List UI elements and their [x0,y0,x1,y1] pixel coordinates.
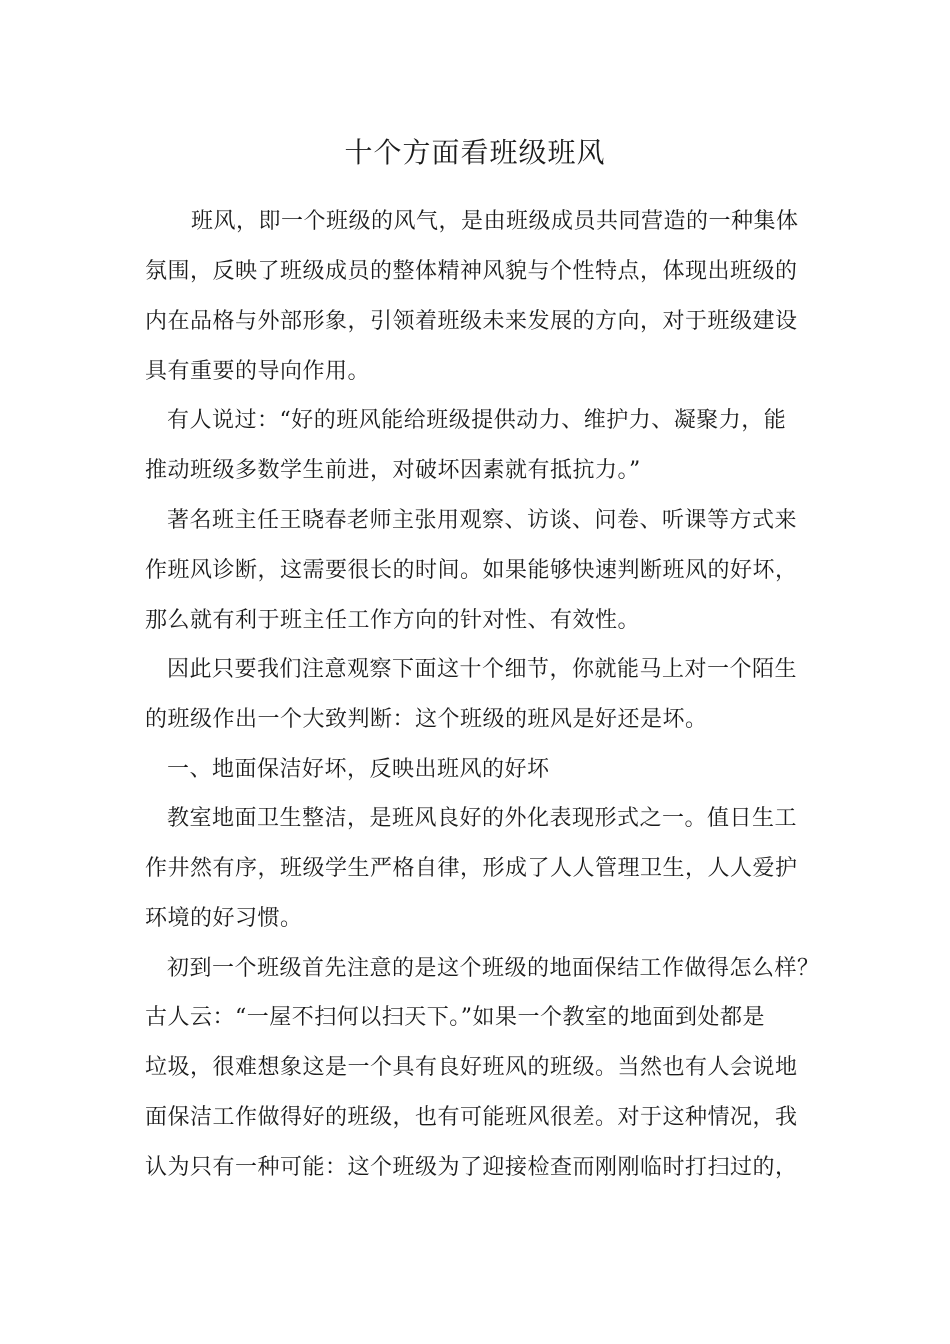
paragraph-line: 著名班主任王晓春老师主张用观察、访谈、问卷、听课等方式来 [167,508,798,533]
paragraph-line: 认为只有一种可能：这个班级为了迎接检查而刚刚临时打扫过的， [145,1155,798,1180]
paragraph-line: 内在品格与外部形象，引领着班级未来发展的方向，对于班级建设 [145,309,798,334]
paragraph-line: 初到一个班级首先注意的是这个班级的地面保结工作做得怎么样？ [167,956,820,981]
paragraph-line: 的班级作出一个大致判断：这个班级的班风是好还是坏。 [145,707,708,732]
section-heading: 一、地面保洁好坏，反映出班风的好坏 [167,757,550,782]
paragraph-line: 有人说过：“好的班风能给班级提供动力、维护力、凝聚力，能 [167,408,787,433]
paragraph-line: 教室地面卫生整洁，是班风良好的外化表现形式之一。值日生工 [167,806,798,831]
paragraph-line: 面保洁工作做得好的班级，也有可能班风很差。对于这种情况，我 [145,1105,798,1130]
paragraph-line: 作班风诊断，这需要很长的时间。如果能够快速判断班风的好坏， [145,558,798,583]
paragraph-line: 那么就有利于班主任工作方向的针对性、有效性。 [145,608,641,633]
paragraph-line: 古人云：“一屋不扫何以扫天下。”如果一个教室的地面到处都是 [145,1005,765,1030]
document-title: 十个方面看班级班风 [344,136,606,169]
paragraph-line: 推动班级多数学生前进，对破坏因素就有抵抗力。” [145,458,641,483]
paragraph-line: 具有重要的导向作用。 [145,359,371,384]
paragraph-line: 班风，即一个班级的风气，是由班级成员共同营造的一种集体 [191,209,799,234]
paragraph-line: 氛围，反映了班级成员的整体精神风貌与个性特点，体现出班级的 [145,259,798,284]
paragraph-line: 垃圾，很难想象这是一个具有良好班风的班级。当然也有人会说地 [145,1055,798,1080]
paragraph-line: 作井然有序，班级学生严格自律，形成了人人管理卫生，人人爱护 [145,856,798,881]
paragraph-line: 环境的好习惯。 [145,906,303,931]
paragraph-line: 因此只要我们注意观察下面这十个细节，你就能马上对一个陌生 [167,657,798,682]
